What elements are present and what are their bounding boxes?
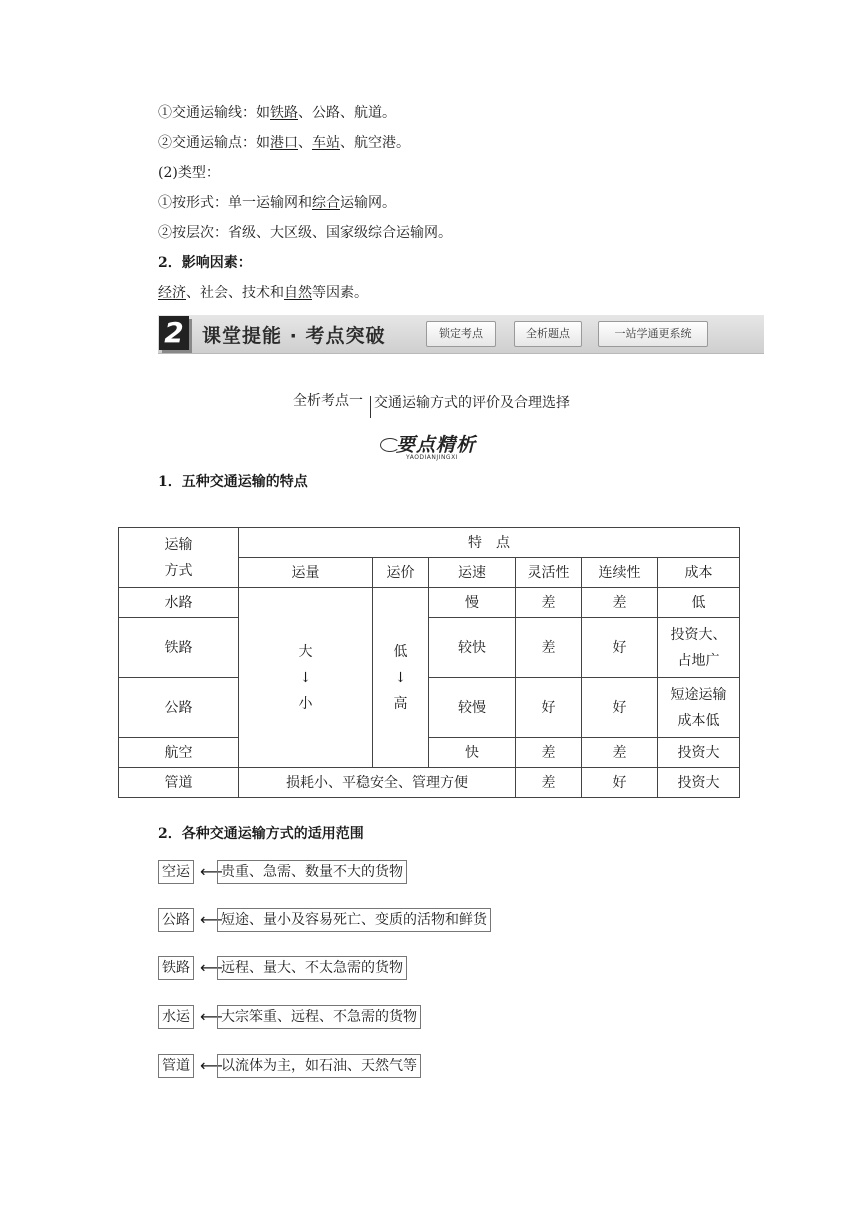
text: 大 (298, 643, 313, 660)
underlined-term: 铁路 (270, 105, 298, 121)
cell-flexibility: 差 (516, 768, 582, 798)
intro-line-transport-lines (158, 104, 396, 122)
text: 投资大、 (670, 626, 727, 643)
text: 、公路、航道。 (298, 105, 396, 121)
cell-speed: 较快 (429, 618, 516, 678)
underlined-term: 车站 (312, 135, 340, 151)
cell-volume-gradient (239, 588, 373, 768)
left-arrow-icon: ⟵ (200, 1007, 223, 1026)
down-arrow-icon: ↓ (299, 669, 312, 686)
text: ②交通运输点：如 (158, 135, 270, 151)
transport-features-table (118, 527, 740, 798)
text: 方式 (164, 562, 193, 579)
text: 成本低 (677, 712, 720, 729)
left-arrow-icon: ⟵ (200, 910, 223, 929)
cell-price-gradient (373, 588, 429, 768)
cell-mode: 管道 (119, 768, 239, 798)
cell-mode: 航空 (119, 738, 239, 768)
intro-line-factors (158, 284, 368, 302)
cell-cost (658, 678, 740, 738)
lock-exam-point-button[interactable]: 锁定考点 (426, 321, 496, 347)
usage-box: 短途、量小及容易死亡、变质的活物和鲜货 (217, 908, 491, 932)
header-features: 特 点 (239, 528, 740, 558)
key-points-logo (380, 430, 500, 464)
cell-mode: 铁路 (119, 618, 239, 678)
intro-line-by-form (158, 194, 396, 212)
column-header: 运价 (373, 558, 429, 588)
column-header: 运量 (239, 558, 373, 588)
column-header: 成本 (658, 558, 740, 588)
text: 高 (393, 695, 408, 712)
table-row (119, 618, 740, 678)
table-row (119, 528, 740, 558)
mode-box: 空运 (158, 860, 194, 884)
cell-flexibility: 差 (516, 738, 582, 768)
down-arrow-icon: ↓ (394, 669, 407, 686)
header-mode (119, 528, 239, 588)
text: 、社会、技术和 (186, 285, 284, 301)
section-2-heading: 2．各种交通运输方式的适用范围 (158, 826, 364, 842)
left-arrow-icon: ⟵ (200, 958, 223, 977)
text: 、航空港。 (340, 135, 410, 151)
cell-speed: 较慢 (429, 678, 516, 738)
cell-flexibility: 差 (516, 618, 582, 678)
text: 短途运输 (670, 686, 727, 703)
key-points-pinyin: YAODIANJINGXI (406, 454, 458, 461)
cell-cost: 低 (658, 588, 740, 618)
underlined-term: 自然 (284, 285, 312, 301)
mode-box: 铁路 (158, 956, 194, 980)
left-arrow-icon: ⟵ (200, 862, 223, 881)
mode-box: 管道 (158, 1054, 194, 1078)
cell-continuity: 好 (582, 768, 658, 798)
column-header: 灵活性 (516, 558, 582, 588)
text: 小 (298, 695, 313, 712)
usage-box: 远程、量大、不太急需的货物 (217, 956, 407, 980)
intro-line-by-level: ②按层次：省级、大区级、国家级综合运输网。 (158, 225, 452, 241)
section-banner (158, 315, 764, 354)
column-header: 运速 (429, 558, 516, 588)
key-points-title: 要点精析 (396, 434, 477, 456)
table-row (119, 768, 740, 798)
exam-point-title: 交通运输方式的评价及合理选择 (374, 395, 570, 411)
table-row (119, 738, 740, 768)
underlined-term: 港口 (270, 135, 298, 151)
text: 、 (298, 135, 312, 151)
section-1-heading: 1．五种交通运输的特点 (158, 474, 308, 490)
mode-box: 水运 (158, 1005, 194, 1029)
cell-continuity: 好 (582, 618, 658, 678)
usage-box: 贵重、急需、数量不大的货物 (217, 860, 407, 884)
cell-cost: 投资大 (658, 768, 740, 798)
cell-continuity: 好 (582, 678, 658, 738)
one-stop-learning-button[interactable]: 一站学通更系统 (598, 321, 708, 347)
underlined-term: 经济 (158, 285, 186, 301)
usage-box: 大宗笨重、远程、不急需的货物 (217, 1005, 421, 1029)
full-analysis-button[interactable]: 全析题点 (514, 321, 582, 347)
text: 运输 (164, 536, 193, 553)
underlined-term: 综合 (312, 195, 340, 211)
intro-line-transport-points (158, 134, 410, 152)
heading-divider (370, 396, 371, 418)
text: 运输网。 (340, 195, 396, 211)
banner-title: 课堂提能 · 考点突破 (202, 325, 386, 347)
usage-box: 以流体为主，如石油、天然气等 (217, 1054, 421, 1078)
table-row (119, 678, 740, 738)
text: ①按形式：单一运输网和 (158, 195, 312, 211)
column-header: 连续性 (582, 558, 658, 588)
cell-flexibility: 差 (516, 588, 582, 618)
cell-cost (658, 618, 740, 678)
exam-point-label: 全析考点一 (293, 393, 363, 409)
cell-mode: 公路 (119, 678, 239, 738)
table-row (119, 588, 740, 618)
cell-continuity: 差 (582, 738, 658, 768)
text: 等因素。 (312, 285, 368, 301)
banner-number: 2 (159, 316, 189, 350)
cell-pipeline-merged: 损耗小、平稳安全、管理方便 (239, 768, 516, 798)
text: 占地广 (677, 652, 720, 669)
left-arrow-icon: ⟵ (200, 1056, 223, 1075)
intro-line-types: (2)类型： (158, 165, 220, 181)
mode-box: 公路 (158, 908, 194, 932)
cell-continuity: 差 (582, 588, 658, 618)
cell-speed: 慢 (429, 588, 516, 618)
cell-mode: 水路 (119, 588, 239, 618)
intro-heading-factors: 2．影响因素： (158, 255, 252, 271)
cell-cost: 投资大 (658, 738, 740, 768)
text: 低 (393, 643, 408, 660)
cell-speed: 快 (429, 738, 516, 768)
text: ①交通运输线：如 (158, 105, 270, 121)
cell-flexibility: 好 (516, 678, 582, 738)
